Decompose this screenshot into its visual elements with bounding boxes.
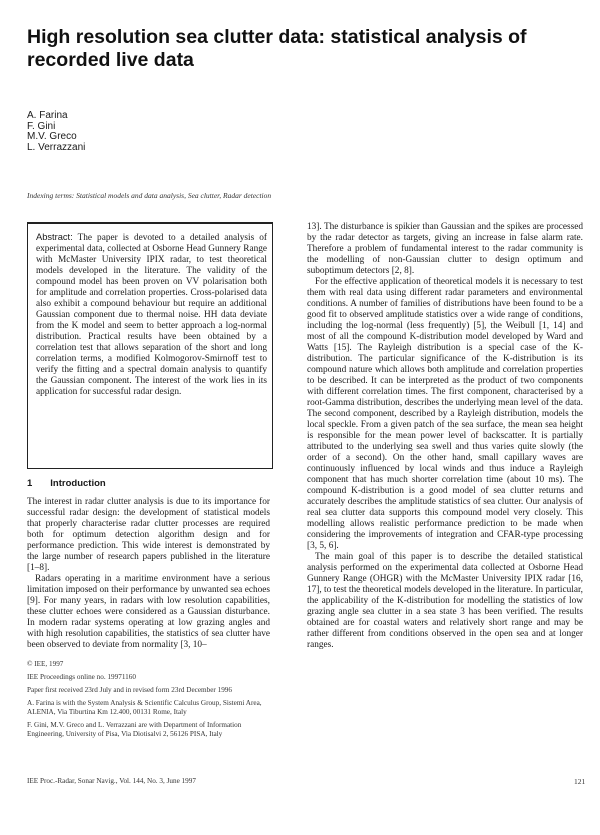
right-column (307, 222, 583, 651)
footnote: A. Farina is with the System Analysis & Scientific Calculus Group, Sistemi Area, ALENIA, Via Tiburtina Km 12.400, 00131 Rome, Italy (27, 699, 262, 716)
author: L. Verrazzani (27, 141, 86, 153)
abstract-text: The paper is devoted to a detailed analysis of experimental data, collected at Osborne Head Gunnery Range with McMaster University IPIX radar, to test theoretical models developed in the literature. The validity of the compound model has been proven on VV polarisation both for amplitude and correlation properties. Cross-polarised data also exhibit a compound behaviour but require an additional Gaussian component due to thermal noise. HH data deviate from the K model and seem to better approach a log-normal distribution. Practical results have been obtained by a correlation test that allows separation of the short and long correlation terms, a modified Kolmogorov-Smirnoff test to verify the fitting and a spectral domain analysis to quantify the Gaussian component. The interest of the work lies in its application for successful radar design. (36, 233, 268, 397)
paragraph: Radars operating in a maritime environment have a serious limitation imposed on their performance by unwanted sea echoes [9]. For many years, in radars with low resolution capabilities, these clutter echoes were considered as a Gaussian disturbance. In modern radar systems operating at low grazing angles and with high resolution capabilities, the statistics of sea clutter have been observed to deviate from normality [3, 10– (27, 574, 270, 650)
footnotes (27, 660, 270, 743)
journal-citation: IEE Proc.-Radar, Sonar Navig., Vol. 144, No. 3, June 1997 (27, 777, 196, 785)
left-column (27, 478, 270, 651)
paragraph: The interest in radar clutter analysis is due to its importance for successful radar design: the development of statistical models that properly characterise radar clutter processes are required both for optimum detection algorithm design and for performance prediction. This wide interest is demonstrated by the large number of research papers published in the literature [1–8]. (27, 497, 270, 573)
footnote: F. Gini, M.V. Greco and L. Verrazzani are with Department of Information Engineering, University of Pisa, Via Diotisalvi 2, 56126 PISA, Italy (27, 721, 242, 738)
page-number: 121 (574, 777, 586, 786)
author-list (27, 111, 85, 153)
indexing-terms: Indexing terms: Statistical models and data analysis, Sea clutter, Radar detection (27, 191, 272, 200)
section-title: Introduction (50, 478, 106, 489)
footnote: IEE Proceedings online no. 19971160 (27, 673, 136, 681)
abstract-box (27, 222, 273, 469)
paragraph: For the effective application of theoretical models it is necessary to test them with real data using different radar parameters and environmental conditions. A number of families of distributions have been found to be a good fit to observed amplitude statistics over a wide range of conditions, including the log-normal (less frequently) [5], the Weibull [1, 14] and most of all the compound K-distribution model developed by Ward and Watts [15]. The Rayleigh distribution is a special case of the K-distribution. The particular significance of the K-distribution is its compound nature which allows both amplitude and correlation properties to be described. It can be interpreted as the product of two components with different correlation times. The first component, characterised by a root-Gamma distribution, describes the underlying mean level of the data. The second component, described by a Rayleigh distribution, models the local speckle. From a given patch of the sea surface, the mean sea height is responsible for the mean power level of backscatter. It is partially attributed to the underlying sea swell and thus varies quite slowly (the order of a second). On the other hand, small capillary waves are continuously influenced by local winds and thus induce a Rayleigh component that has much shorter correlation time (about 10 ms). The compound K-distribution is a good model of sea clutter returns and accurately describes the amplitude statistics of sea clutter. Our analysis of real sea clutter data supports this compound model very closely. This modelling allows realistic performance prediction to be made when considering the improvements of integration and CFAR-type processing [3, 5, 6]. (307, 277, 583, 551)
paragraph: The main goal of this paper is to describe the detailed statistical analysis performed on the experimental data collected at Osborne Head Gunnery Range (OHGR) with the McMaster University IPIX radar [16, 17], to test the theoretical models developed in the literature. In particular, the applicability of the K-distribution for modelling the statistics of low grazing angle sea clutter in a sea state 3 has been verified. The results obtained are for coastal waters and relatively short range and may be rather different from conditions observed in the open sea and at longer ranges. (307, 552, 583, 650)
author: F. Gini (27, 120, 56, 132)
paper-title: High resolution sea clutter data: statistical analysis of recorded live data (27, 26, 527, 71)
abstract-label: Abstract: (36, 232, 73, 242)
author: A. Farina (27, 110, 68, 121)
section-number: 1 (27, 478, 33, 489)
author: M.V. Greco (27, 131, 77, 142)
footnote: Paper first received 23rd July and in revised form 23rd December 1996 (27, 686, 232, 694)
paragraph: 13]. The disturbance is spikier than Gaussian and the spikes are processed by the radar detector as targets, giving an increase in false alarm rate. Therefore a problem of fundamental interest to the radar community is the modelling of non-Gaussian clutter to design optimum and suboptimum detectors [2, 8]. (307, 222, 583, 276)
section-heading (27, 478, 270, 489)
footnote: © IEE, 1997 (27, 660, 64, 668)
